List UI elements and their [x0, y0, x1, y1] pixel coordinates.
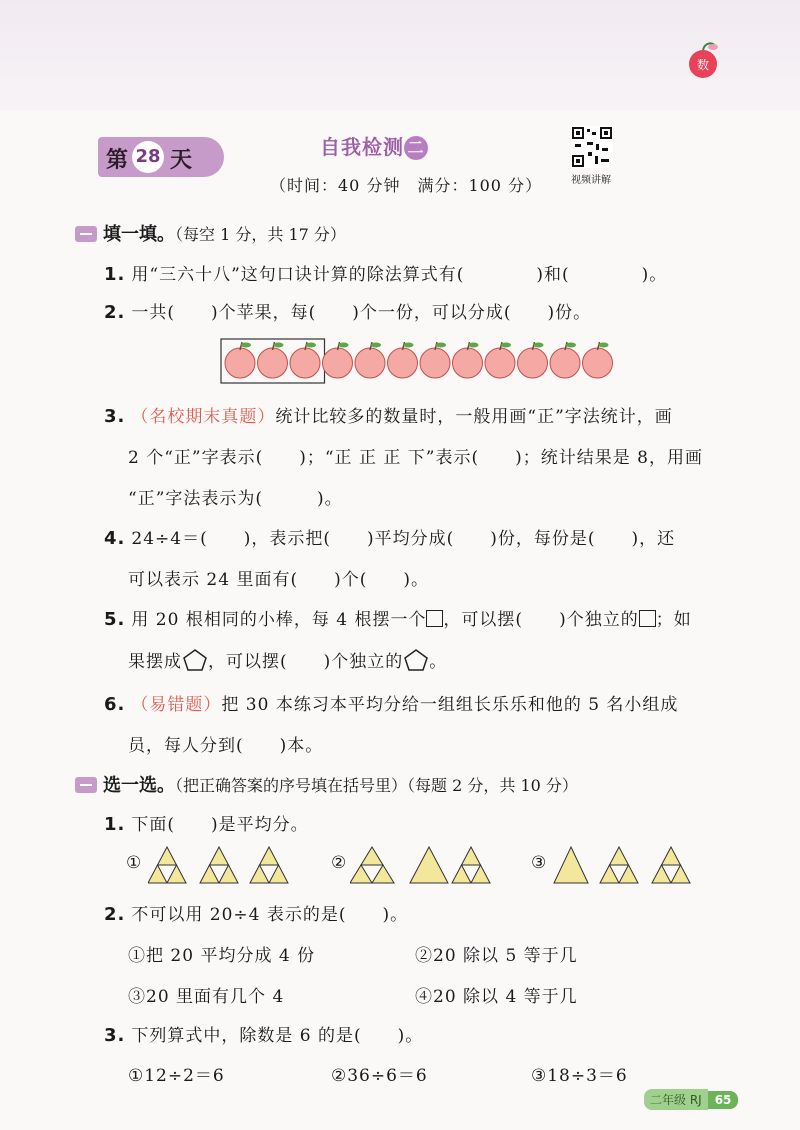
section-icon [75, 226, 97, 242]
choose-q2-option-c[interactable]: ③20 里面有几个 4 [128, 987, 285, 1007]
fill-q3-line2: 2 个“正”字表示( )；“正 正 正 下”表示( )；统计结果是 8，用画 [128, 448, 703, 468]
page-footer [644, 1089, 738, 1110]
fill-q3-line1 [104, 402, 673, 427]
fill-q6-line1 [104, 690, 678, 715]
question-text: 下面( )是平均分。 [131, 815, 309, 835]
question-text: 统计比较多的数量时，一般用画“正”字法统计，画 [275, 407, 673, 427]
triangle [619, 865, 638, 883]
triangle [210, 847, 229, 865]
triangle [361, 847, 383, 865]
triangle-group-1 [148, 845, 298, 885]
option-1-label[interactable]: ① [126, 853, 143, 873]
question-text: 24÷4＝( )，表示把( )平均分成( )份，每份是( )，还 [131, 529, 676, 549]
triangle [662, 847, 681, 865]
square-icon [639, 610, 656, 627]
triangle [671, 865, 690, 883]
fill-q6-line2: 员，每人分到( )本。 [128, 736, 324, 756]
section-choose [75, 771, 578, 797]
apple [258, 342, 288, 378]
pentagon-icon [403, 648, 429, 672]
question-number: 4. [104, 528, 126, 549]
choose-q3-option-b[interactable]: ②36÷6＝6 [331, 1066, 428, 1086]
question-text: 。 [429, 652, 448, 672]
triangle [269, 865, 288, 883]
triangle [471, 865, 490, 883]
triangle [200, 865, 219, 883]
choose-q1 [104, 810, 309, 835]
triangle [167, 865, 186, 883]
qr-code-icon[interactable] [571, 126, 613, 168]
fill-q2 [104, 298, 591, 323]
question-text: 用“三六十八”这句口诀计算的除法算式有( )和( )。 [131, 265, 668, 285]
choose-q3-option-a[interactable]: ①12÷2＝6 [128, 1066, 225, 1086]
math-apple-logo [683, 38, 727, 82]
square-icon [426, 610, 443, 627]
apple [388, 342, 418, 378]
day-number: 28 [132, 141, 164, 173]
triangle [410, 847, 448, 883]
choose-q2-option-d[interactable]: ④20 除以 4 等于几 [415, 987, 578, 1007]
triangle-group-3 [552, 845, 697, 885]
question-number: 3. [104, 406, 126, 427]
question-text: 用 20 根相同的小棒，每 4 根摆一个 [131, 610, 427, 630]
triangle [250, 865, 269, 883]
choose-q2-option-b[interactable]: ②20 除以 5 等于几 [415, 946, 578, 966]
fill-q3-line3: “正”字法表示为( )。 [128, 489, 343, 509]
source-tag: （易错题） [131, 695, 222, 715]
fill-q5-line1 [104, 605, 692, 630]
section-fill-in [75, 220, 346, 246]
section-label: 选一选。 [103, 775, 175, 796]
question-text: 把 30 本练习本平均分给一组组长乐乐和他的 5 名小组成 [221, 695, 679, 715]
top-band [0, 0, 800, 110]
question-number: 1. [104, 814, 126, 835]
apple [550, 342, 580, 378]
apple [583, 342, 613, 378]
pentagon-icon [182, 648, 208, 672]
triangle [219, 865, 238, 883]
apple [485, 342, 515, 378]
question-number: 2. [104, 302, 126, 323]
grade-label: 二年级 RJ [644, 1089, 708, 1110]
section-icon [75, 777, 97, 793]
apple [290, 342, 320, 378]
question-text: 果摆成 [128, 652, 182, 672]
option-3-label[interactable]: ③ [531, 853, 548, 873]
section-note: （把正确答案的序号填在括号里）（每题 2 分，共 10 分） [175, 776, 578, 795]
option-2-label[interactable]: ② [331, 853, 348, 873]
triangle-group-2 [350, 845, 495, 885]
source-tag: （名校期末真题） [131, 407, 276, 427]
triangle [260, 847, 279, 865]
fill-q5-line2 [128, 647, 447, 672]
apple-row [220, 337, 650, 385]
apple [355, 342, 385, 378]
question-number: 5. [104, 609, 126, 630]
triangle [600, 865, 619, 883]
question-text: ，可以摆( )个独立的 [208, 652, 404, 672]
logo-char: 数 [696, 58, 710, 72]
apple [225, 342, 255, 378]
question-text: ，可以摆( )个独立的 [443, 610, 639, 630]
apple [453, 342, 483, 378]
triangle [462, 847, 481, 865]
apple [518, 342, 548, 378]
day-badge [98, 137, 224, 177]
fill-q4-line1 [104, 524, 675, 549]
page-number: 65 [708, 1091, 739, 1109]
triangle [148, 865, 167, 883]
title-text: 自我检测 [320, 135, 404, 159]
question-number: 1. [104, 264, 126, 285]
title-number: 二 [404, 136, 428, 160]
question-number: 3. [104, 1025, 126, 1046]
triangle [158, 847, 177, 865]
section-note: （每空 1 分，共 17 分） [175, 225, 346, 244]
qr-label: 视频讲解 [571, 175, 611, 186]
question-text: ；如 [655, 610, 692, 630]
triangle [610, 847, 629, 865]
question-text: 不可以用 20÷4 表示的是( )。 [131, 905, 409, 925]
triangle [372, 865, 394, 883]
triangle [652, 865, 671, 883]
section-label: 填一填。 [103, 224, 175, 245]
apple [420, 342, 450, 378]
choose-q2-option-a[interactable]: ①把 20 平均分成 4 份 [128, 946, 316, 966]
day-prefix: 第 [106, 148, 129, 173]
apple [323, 342, 353, 378]
question-text: 一共( )个苹果，每( )个一份，可以分成( )份。 [131, 303, 592, 323]
choose-q2 [104, 900, 408, 925]
choose-q3 [104, 1021, 423, 1046]
fill-q4-line2: 可以表示 24 里面有( )个( )。 [128, 570, 429, 590]
triangle [452, 865, 471, 883]
day-suffix: 天 [170, 148, 193, 173]
page-title [320, 131, 428, 160]
fill-q1 [104, 260, 667, 285]
question-text: 下列算式中，除数是 6 的是( )。 [131, 1026, 424, 1046]
time-score-info: （时间：40 分钟 满分：100 分） [270, 176, 543, 195]
choose-q3-option-c[interactable]: ③18÷3＝6 [531, 1066, 628, 1086]
triangle [554, 847, 588, 883]
question-number: 2. [104, 904, 126, 925]
question-number: 6. [104, 694, 126, 715]
triangle [350, 865, 372, 883]
